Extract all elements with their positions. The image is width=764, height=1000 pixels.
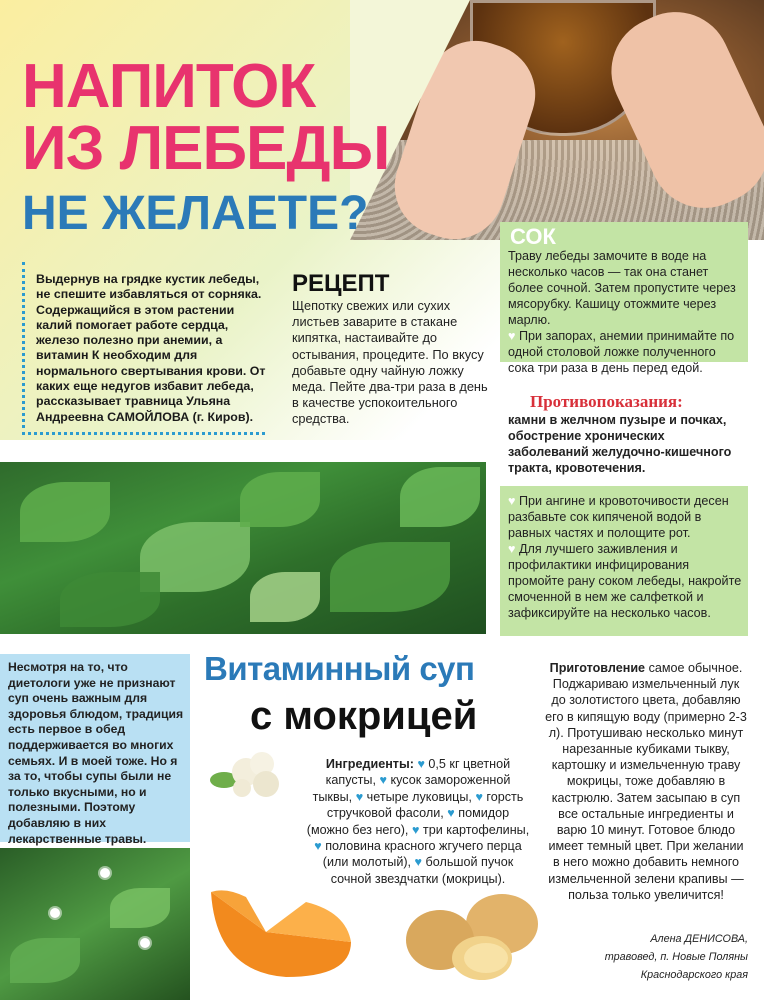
recipe-heading: РЕЦЕПТ	[292, 270, 390, 297]
juice-text-1: Траву лебеды замочите в воде на несколько часов — так она станет более сочной. Затем пропустите через мясорубку. Кашицу отожмите через марлю.	[508, 249, 736, 327]
ingredient-item: кусок замороженной тыквы,	[312, 773, 511, 804]
contraindications-heading: Противопоказания:	[530, 392, 683, 411]
angina-text	[508, 493, 744, 621]
heart-icon: ♥	[447, 806, 455, 821]
preparation-heading: Приготовление	[549, 661, 646, 675]
heart-icon: ♥	[379, 773, 387, 788]
pumpkin-image	[206, 872, 356, 982]
leaf-shape	[400, 467, 480, 527]
angina-text-2: Для лучшего заживления и профилактики инфицирования промойте рану соком лебеды, накройте смоченной в нем же салфеткой и зафиксируйте на несколько часов.	[508, 542, 742, 620]
ingredient-item: помидор (можно без него),	[306, 806, 510, 837]
leaf-shape	[60, 572, 160, 627]
leaf-shape	[250, 572, 320, 622]
author-role: травовед, п. Новые Поляны	[604, 951, 748, 963]
heart-icon: ♥	[508, 329, 516, 343]
juice-text	[508, 248, 744, 376]
cauliflower-image	[204, 742, 294, 802]
ingredient-item: четыре луковицы,	[366, 789, 472, 804]
title-line-2: ИЗ ЛЕБЕДЫ	[22, 114, 390, 183]
ingredient-item: 0,5 кг цветной капусты,	[325, 757, 511, 788]
angina-text-1: При ангине и кровоточивости десен разбавьте сок кипяченой водой в равных частях и полощите рот.	[508, 494, 729, 540]
title-line-3: НЕ ЖЕЛАЕТЕ?	[22, 187, 369, 240]
title-line-1: НАПИТОК	[22, 52, 316, 121]
heart-icon: ♥	[355, 789, 364, 804]
leaf-shape	[10, 938, 80, 983]
flower-shape	[140, 938, 150, 948]
article-title	[22, 52, 442, 242]
author-region: Краснодарского края	[640, 969, 748, 981]
soup-intro-text: Несмотря на то, что диетологи уже не признают суп очень важным для здоровья блюдом, традиция есть первое в обед поддерживается во многих семьях. И в моей тоже. Но я за то, чтобы супы были не только вкусными, но и полезными. Поэтому добавляю в них лекарственные травы.	[8, 660, 184, 846]
heart-icon: ♥	[411, 822, 420, 837]
ingredient-item: горсть стручковой фасоли,	[326, 789, 524, 821]
heart-icon: ♥	[508, 542, 516, 556]
ingredients-heading: Ингредиенты:	[325, 757, 414, 771]
author-name: Алена ДЕНИСОВА,	[650, 933, 748, 945]
heart-icon: ♥	[508, 494, 516, 508]
juice-text-2: При запорах, анемии принимайте по одной столовой ложке полученного сока три раза в день перед едой.	[508, 329, 735, 375]
author-signature	[570, 930, 748, 984]
intro-text: Выдернув на грядке кустик лебеды, не спешите избавляться от сорняка. Содержащийся в этом растении калий помогает работе сердца, железо полезно при анемии, а витамин К необходим для нормального свертывания крови. От каких еще недугов избавит лебеда, рассказывает травница Ульяна Андреевна САМОЙЛОВА (г. Киров).	[36, 272, 266, 424]
chickweed-photo	[0, 848, 190, 1000]
ingredients-text	[305, 756, 531, 887]
ingredient-item: большой пучок сочной звездчатки (мокрицы).	[330, 855, 514, 886]
heart-icon: ♥	[314, 839, 322, 854]
flower-shape	[50, 908, 60, 918]
heart-icon: ♥	[414, 855, 423, 870]
ingredient-item: половина красного жгучего перца (или молотый),	[322, 839, 522, 870]
leaf-shape	[20, 482, 110, 542]
ingredient-item: три картофелины,	[422, 822, 530, 837]
potato-image	[402, 888, 542, 984]
leaf-shape	[330, 542, 450, 612]
contraindications-text: камни в желчном пузыре и почках, обострение хронических заболеваний желудочно-кишечного тракта, кровотечения.	[508, 413, 732, 475]
heart-icon: ♥	[417, 757, 425, 771]
leaf-shape	[110, 888, 170, 928]
soup-title-line-1: Витаминный суп	[204, 650, 475, 687]
recipe-text: Щепотку свежих или сухих листьев заварите в стакане кипятка, настаивайте до остывания, процедите. По вкусу добавьте одну чайную ложку меда. Пейте два-три раза в день в качестве успокоительного средства.	[292, 298, 488, 427]
preparation-body: самое обычное. Поджариваю измельченный лук до золотистого цвета, добавляю его в кипящую воду (примерно 2-3 л). Протушиваю несколько минут нарезанные кубиками тыкву, картошку и измельченную траву мокрицы, тоже добавляю в кастрюлю. Затем засыпаю в суп все остальные ингредиенты и варю 10 минут. Готовое блюдо имеет темный цвет. При желании в него можно добавить немного измельченной зелени крапивы — польза только увеличится!	[545, 661, 747, 902]
orache-plant-photo	[0, 462, 486, 634]
preparation-text	[544, 660, 748, 903]
heart-icon: ♥	[475, 789, 483, 804]
juice-heading: СОК	[510, 224, 556, 249]
leaf-shape	[240, 472, 320, 527]
soup-title-line-2: с мокрицей	[250, 694, 478, 738]
flower-shape	[100, 868, 110, 878]
